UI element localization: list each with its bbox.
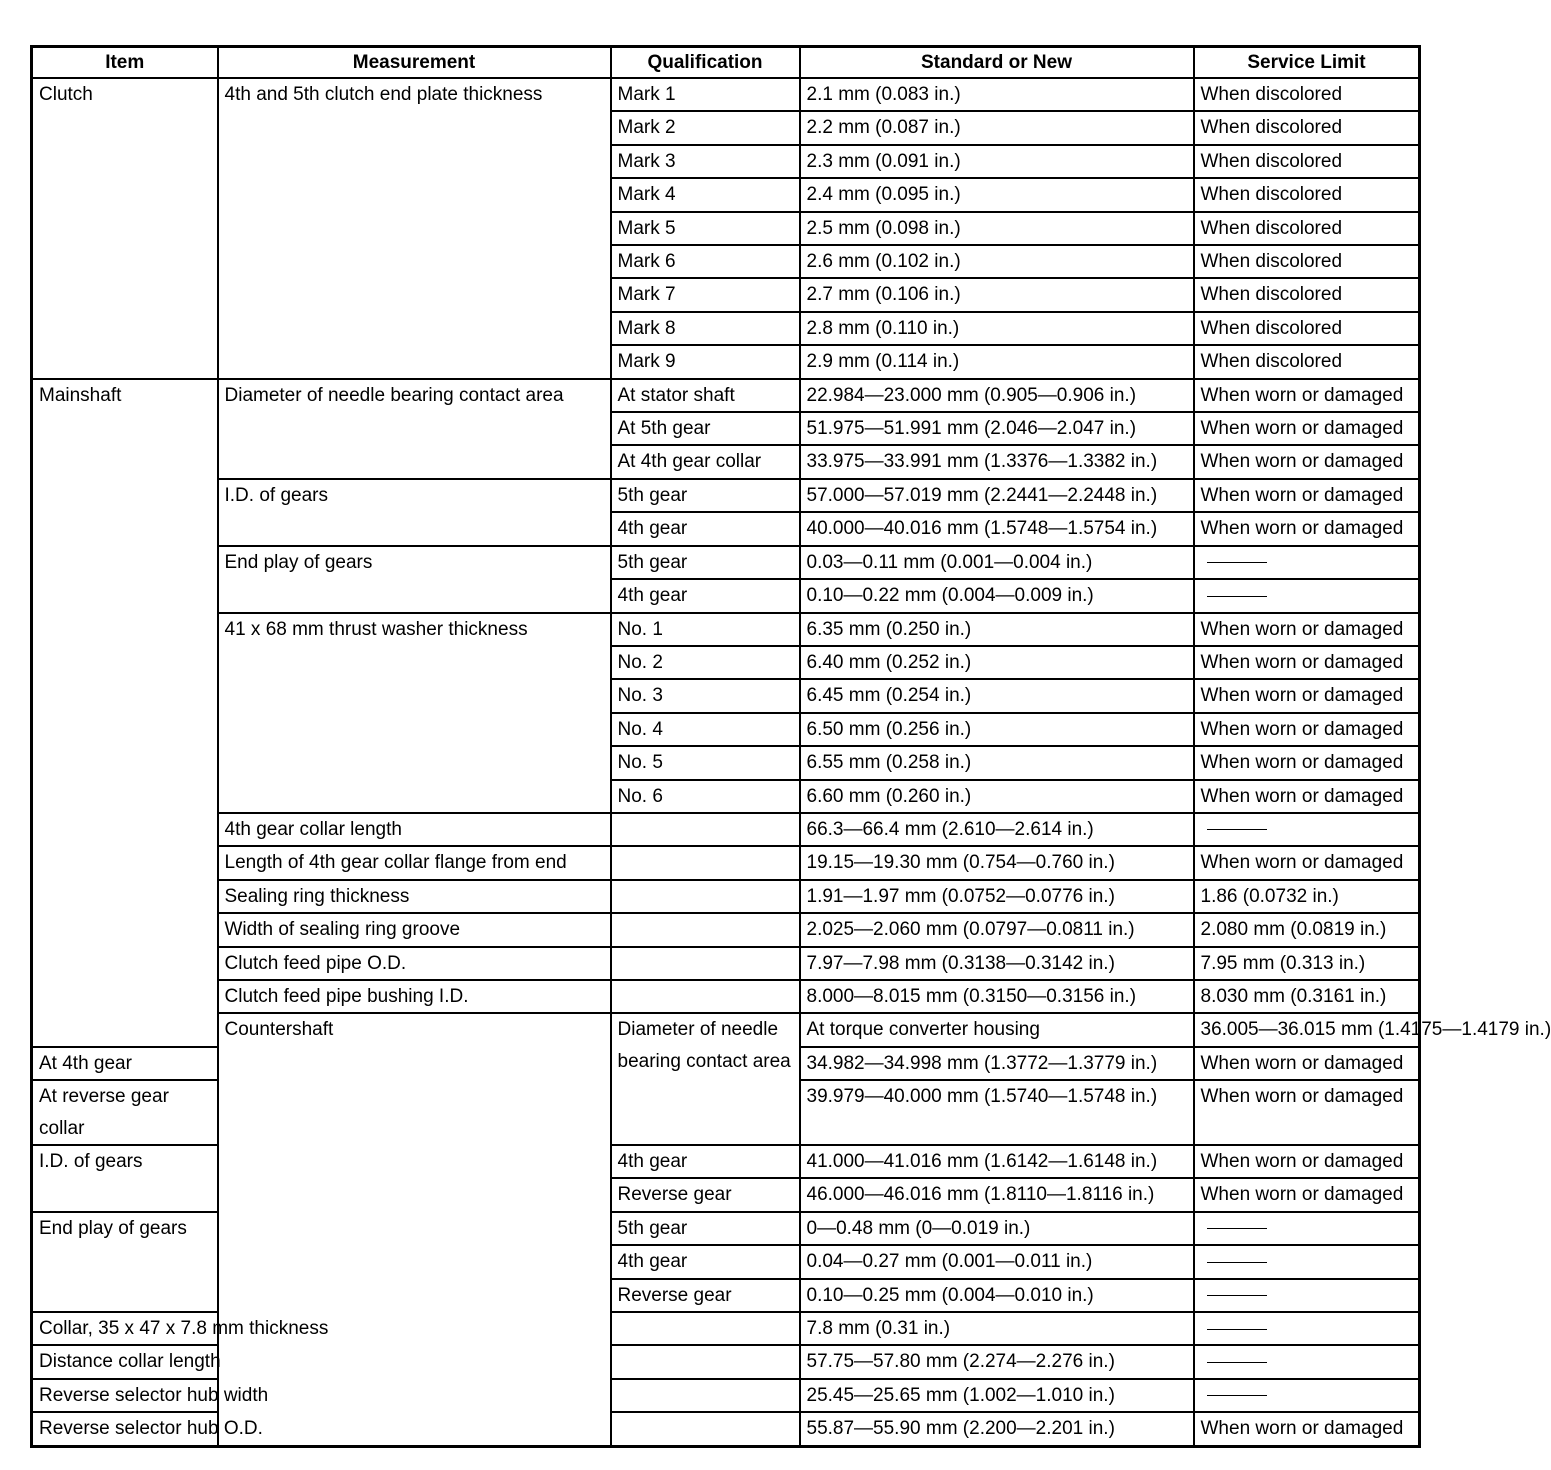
limit-cell: When worn or damaged — [1194, 1412, 1420, 1446]
limit-cell: When worn or damaged — [1194, 379, 1420, 412]
limit-cell: When discolored — [1194, 111, 1420, 144]
qualification-cell: Mark 3 — [611, 145, 800, 178]
measurement-cell: Reverse selector hub O.D. — [32, 1412, 218, 1446]
table-row — [32, 947, 1420, 980]
standard-cell: 0—0.48 mm (0—0.019 in.) — [800, 1212, 1194, 1245]
standard-cell: 2.9 mm (0.114 in.) — [800, 345, 1194, 378]
standard-cell: 6.50 mm (0.256 in.) — [800, 713, 1194, 746]
limit-cell: When worn or damaged — [1194, 1080, 1420, 1145]
limit-cell: When worn or damaged — [1194, 613, 1420, 646]
standard-cell: 2.4 mm (0.095 in.) — [800, 178, 1194, 211]
measurement-cell: I.D. of gears — [218, 479, 611, 546]
qualification-cell — [611, 913, 800, 946]
qualification-cell: Reverse gear — [611, 1279, 800, 1312]
standard-cell: 0.10—0.22 mm (0.004—0.009 in.) — [800, 579, 1194, 612]
limit-cell — [1194, 1212, 1420, 1245]
limit-cell: When worn or damaged — [1194, 445, 1420, 478]
qualification-cell: 4th gear — [611, 1145, 800, 1178]
standard-cell: 34.982—34.998 mm (1.3772—1.3779 in.) — [800, 1047, 1194, 1080]
limit-cell: When worn or damaged — [1194, 1178, 1420, 1211]
measurement-cell: Width of sealing ring groove — [218, 913, 611, 946]
no-limit-dash — [1207, 1295, 1267, 1296]
standard-cell: 7.8 mm (0.31 in.) — [800, 1312, 1194, 1345]
table-row — [32, 479, 1420, 512]
header-standard: Standard or New — [800, 47, 1194, 79]
qualification-cell: At reverse gear collar — [32, 1080, 218, 1145]
qualification-cell — [611, 1312, 800, 1345]
qualification-cell — [611, 947, 800, 980]
no-limit-dash — [1207, 829, 1267, 830]
limit-cell: 2.080 mm (0.0819 in.) — [1194, 913, 1420, 946]
qualification-cell: 5th gear — [611, 546, 800, 579]
limit-cell — [1194, 1345, 1420, 1378]
limit-cell: When discolored — [1194, 145, 1420, 178]
qualification-cell: At torque converter housing — [800, 1013, 1194, 1046]
limit-cell: When worn or damaged — [1194, 746, 1420, 779]
table-row — [32, 379, 1420, 412]
limit-cell: When discolored — [1194, 212, 1420, 245]
table-row — [32, 913, 1420, 946]
limit-cell: When discolored — [1194, 312, 1420, 345]
measurement-cell: End play of gears — [218, 546, 611, 613]
no-limit-dash — [1207, 1329, 1267, 1330]
measurement-cell: Clutch feed pipe O.D. — [218, 947, 611, 980]
measurement-cell: End play of gears — [32, 1212, 218, 1312]
standard-cell: 0.10—0.25 mm (0.004—0.010 in.) — [800, 1279, 1194, 1312]
table-row — [32, 880, 1420, 913]
header-measurement: Measurement — [218, 47, 611, 79]
standard-cell: 1.91—1.97 mm (0.0752—0.0776 in.) — [800, 880, 1194, 913]
table-row — [32, 1013, 1420, 1046]
qualification-cell: At 5th gear — [611, 412, 800, 445]
qualification-cell: Mark 7 — [611, 278, 800, 311]
measurement-cell: 4th and 5th clutch end plate thickness — [218, 78, 611, 379]
limit-cell — [1194, 1279, 1420, 1312]
standard-cell: 0.03—0.11 mm (0.001—0.004 in.) — [800, 546, 1194, 579]
qualification-cell — [611, 813, 800, 846]
qualification-cell — [611, 980, 800, 1013]
standard-cell: 2.1 mm (0.083 in.) — [800, 78, 1194, 111]
standard-cell: 33.975—33.991 mm (1.3376—1.3382 in.) — [800, 445, 1194, 478]
limit-cell — [1194, 1312, 1420, 1345]
limit-cell: 1.86 (0.0732 in.) — [1194, 880, 1420, 913]
qualification-cell: No. 4 — [611, 713, 800, 746]
qualification-cell: 5th gear — [611, 479, 800, 512]
qualification-cell: 4th gear — [611, 579, 800, 612]
qualification-cell — [611, 846, 800, 879]
standard-cell: 40.000—40.016 mm (1.5748—1.5754 in.) — [800, 512, 1194, 545]
standard-cell: 2.025—2.060 mm (0.0797—0.0811 in.) — [800, 913, 1194, 946]
specification-table — [30, 45, 1551, 1448]
standard-cell: 0.04—0.27 mm (0.001—0.011 in.) — [800, 1245, 1194, 1278]
no-limit-dash — [1207, 1228, 1267, 1229]
standard-cell: 2.8 mm (0.110 in.) — [800, 312, 1194, 345]
no-limit-dash — [1207, 1262, 1267, 1263]
qualification-cell: At stator shaft — [611, 379, 800, 412]
qualification-cell: No. 2 — [611, 646, 800, 679]
standard-cell: 2.3 mm (0.091 in.) — [800, 145, 1194, 178]
no-limit-dash — [1207, 562, 1267, 563]
qualification-cell: No. 1 — [611, 613, 800, 646]
standard-cell: 2.2 mm (0.087 in.) — [800, 111, 1194, 144]
qualification-cell — [611, 1379, 800, 1412]
standard-cell: 6.40 mm (0.252 in.) — [800, 646, 1194, 679]
standard-cell: 2.6 mm (0.102 in.) — [800, 245, 1194, 278]
header-service-limit: Service Limit — [1194, 47, 1420, 79]
limit-cell: When discolored — [1194, 245, 1420, 278]
limit-cell: When worn or damaged — [1194, 780, 1420, 813]
qualification-cell: Mark 1 — [611, 78, 800, 111]
limit-cell: When worn or damaged — [1194, 1145, 1420, 1178]
header-qualification: Qualification — [611, 47, 800, 79]
standard-cell: 55.87—55.90 mm (2.200—2.201 in.) — [800, 1412, 1194, 1446]
measurement-cell: Distance collar length — [32, 1345, 218, 1378]
standard-cell: 57.75—57.80 mm (2.274—2.276 in.) — [800, 1345, 1194, 1378]
standard-cell: 41.000—41.016 mm (1.6142—1.6148 in.) — [800, 1145, 1194, 1178]
standard-cell: 39.979—40.000 mm (1.5740—1.5748 in.) — [800, 1080, 1194, 1145]
qualification-cell: At 4th gear collar — [611, 445, 800, 478]
measurement-cell: Collar, 35 x 47 x 7.8 mm thickness — [32, 1312, 218, 1345]
limit-cell: When discolored — [1194, 78, 1420, 111]
measurement-cell: Diameter of needle bearing contact area — [218, 379, 611, 479]
qualification-cell: Mark 6 — [611, 245, 800, 278]
standard-cell: 36.005—36.015 mm (1.4175—1.4179 in.) — [1194, 1013, 1420, 1046]
qualification-cell: 4th gear — [611, 512, 800, 545]
limit-cell: 7.95 mm (0.313 in.) — [1194, 947, 1420, 980]
standard-cell: 6.55 mm (0.258 in.) — [800, 746, 1194, 779]
measurement-cell: Clutch feed pipe bushing I.D. — [218, 980, 611, 1013]
header-item: Item — [32, 47, 218, 79]
header-row — [32, 47, 1420, 79]
measurement-cell: Length of 4th gear collar flange from end — [218, 846, 611, 879]
limit-cell: When worn or damaged — [1194, 646, 1420, 679]
standard-cell: 51.975—51.991 mm (2.046—2.047 in.) — [800, 412, 1194, 445]
standard-cell: 2.5 mm (0.098 in.) — [800, 212, 1194, 245]
qualification-cell: No. 6 — [611, 780, 800, 813]
limit-cell — [1194, 546, 1420, 579]
measurement-cell: I.D. of gears — [32, 1145, 218, 1212]
item-countershaft: Countershaft — [218, 1013, 611, 1446]
item-mainshaft: Mainshaft — [32, 379, 218, 1047]
limit-cell: When worn or damaged — [1194, 479, 1420, 512]
limit-cell: When discolored — [1194, 278, 1420, 311]
limit-cell — [1194, 1379, 1420, 1412]
measurement-cell: Sealing ring thickness — [218, 880, 611, 913]
table-row — [32, 78, 1420, 111]
qualification-cell: Mark 4 — [611, 178, 800, 211]
standard-cell: 6.45 mm (0.254 in.) — [800, 679, 1194, 712]
limit-cell: When worn or damaged — [1194, 412, 1420, 445]
limit-cell: 8.030 mm (0.3161 in.) — [1194, 980, 1420, 1013]
item-clutch: Clutch — [32, 78, 218, 379]
qualification-cell: Mark 2 — [611, 111, 800, 144]
qualification-cell: Mark 9 — [611, 345, 800, 378]
qualification-cell: No. 3 — [611, 679, 800, 712]
qualification-cell: 4th gear — [611, 1245, 800, 1278]
limit-cell: When worn or damaged — [1194, 679, 1420, 712]
qualification-cell — [611, 1412, 800, 1446]
measurement-cell: 41 x 68 mm thrust washer thickness — [218, 613, 611, 813]
standard-cell: 6.35 mm (0.250 in.) — [800, 613, 1194, 646]
standard-cell: 19.15—19.30 mm (0.754—0.760 in.) — [800, 846, 1194, 879]
qualification-cell: At 4th gear — [32, 1047, 218, 1080]
limit-cell: When worn or damaged — [1194, 713, 1420, 746]
qualification-cell — [611, 1345, 800, 1378]
table-row — [32, 846, 1420, 879]
table-row — [32, 980, 1420, 1013]
qualification-cell: Reverse gear — [611, 1178, 800, 1211]
qualification-cell: Mark 8 — [611, 312, 800, 345]
limit-cell — [1194, 1245, 1420, 1278]
standard-cell: 7.97—7.98 mm (0.3138—0.3142 in.) — [800, 947, 1194, 980]
standard-cell: 6.60 mm (0.260 in.) — [800, 780, 1194, 813]
limit-cell: When worn or damaged — [1194, 512, 1420, 545]
no-limit-dash — [1207, 1395, 1267, 1396]
table-row — [32, 613, 1420, 646]
measurement-cell: Diameter of needle bearing contact area — [611, 1013, 800, 1145]
limit-cell — [1194, 579, 1420, 612]
standard-cell: 8.000—8.015 mm (0.3150—0.3156 in.) — [800, 980, 1194, 1013]
measurement-cell: Reverse selector hub width — [32, 1379, 218, 1412]
qualification-cell: 5th gear — [611, 1212, 800, 1245]
limit-cell: When worn or damaged — [1194, 846, 1420, 879]
standard-cell: 22.984—23.000 mm (0.905—0.906 in.) — [800, 379, 1194, 412]
limit-cell: When discolored — [1194, 178, 1420, 211]
qualification-cell: Mark 5 — [611, 212, 800, 245]
standard-cell: 66.3—66.4 mm (2.610—2.614 in.) — [800, 813, 1194, 846]
limit-cell — [1194, 813, 1420, 846]
limit-cell: When worn or damaged — [1194, 1047, 1420, 1080]
qualification-cell: No. 5 — [611, 746, 800, 779]
measurement-cell: 4th gear collar length — [218, 813, 611, 846]
limit-cell: When discolored — [1194, 345, 1420, 378]
table-row — [32, 813, 1420, 846]
table-row — [32, 546, 1420, 579]
standard-cell: 57.000—57.019 mm (2.2441—2.2448 in.) — [800, 479, 1194, 512]
qualification-cell — [611, 880, 800, 913]
no-limit-dash — [1207, 596, 1267, 597]
standard-cell: 46.000—46.016 mm (1.8110—1.8116 in.) — [800, 1178, 1194, 1211]
standard-cell: 25.45—25.65 mm (1.002—1.010 in.) — [800, 1379, 1194, 1412]
standard-cell: 2.7 mm (0.106 in.) — [800, 278, 1194, 311]
no-limit-dash — [1207, 1362, 1267, 1363]
